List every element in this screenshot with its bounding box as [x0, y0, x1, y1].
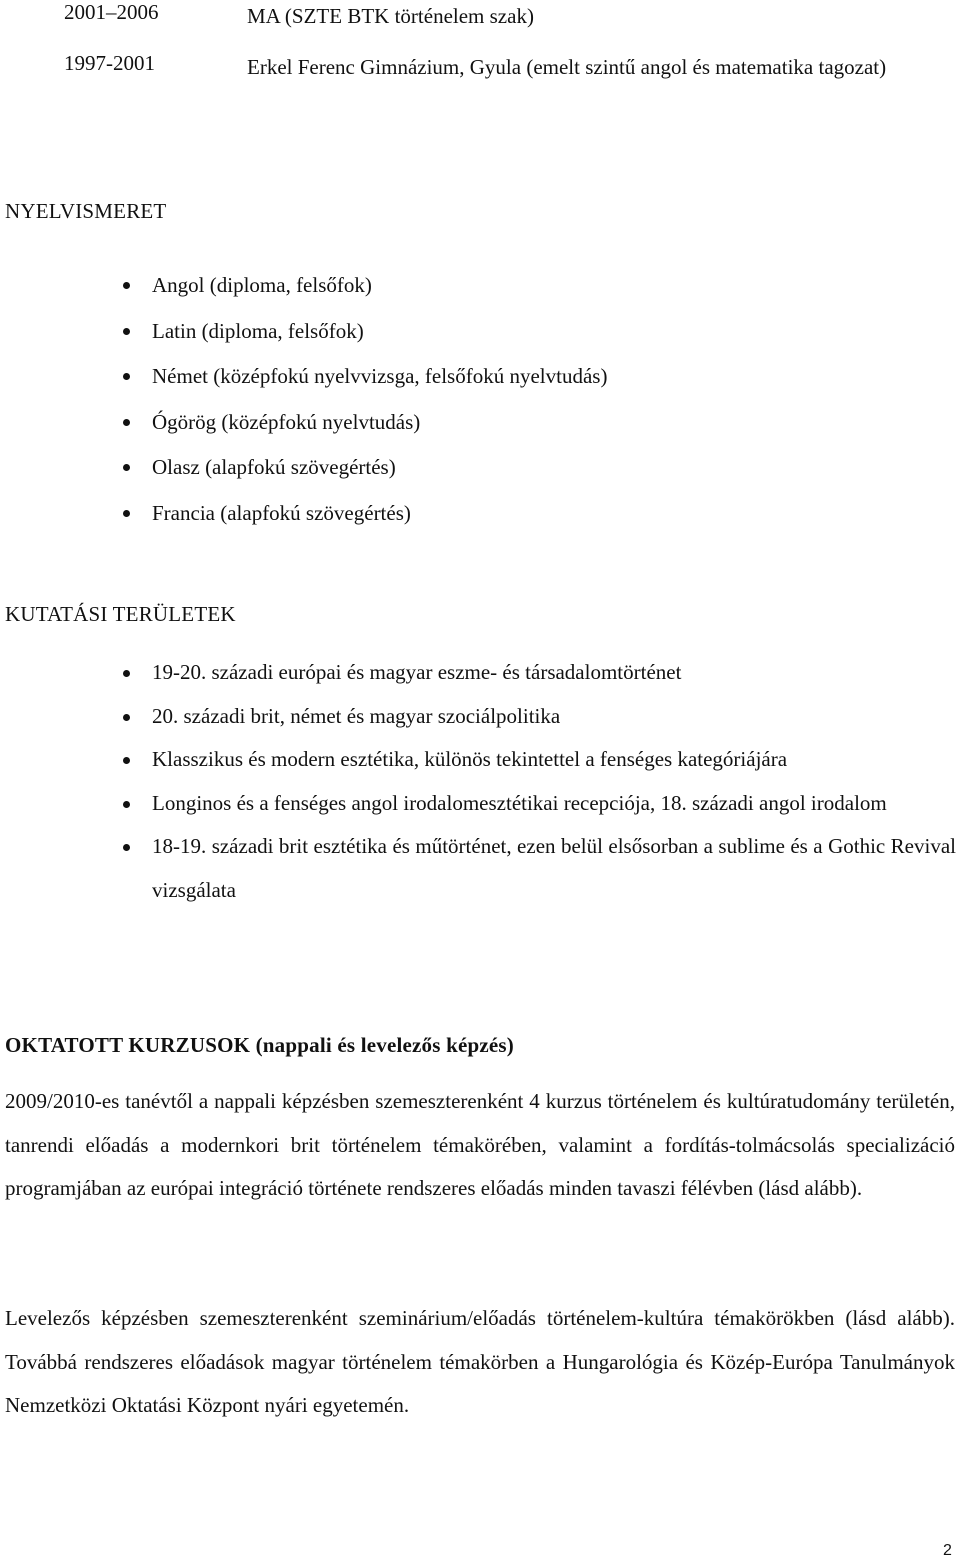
bullet-icon [123, 282, 130, 289]
list-item [0, 825, 960, 912]
bullet-icon [123, 801, 130, 808]
list-item-text: 20. századi brit, német és magyar szociálpolitika [152, 703, 561, 728]
list-item [0, 738, 960, 782]
list-item-text: Latin (diploma, felsőfok) [152, 318, 364, 343]
list-item-text: Német (középfokú nyelvvizsga, felsőfokú nyelvtudás) [152, 364, 608, 388]
research-list [0, 651, 960, 912]
bullet-icon [123, 419, 130, 426]
education-years: 2001–2006 [64, 0, 159, 24]
bullet-icon [123, 328, 130, 335]
bullet-icon [123, 844, 130, 851]
education-years: 1997-2001 [64, 51, 155, 75]
languages-heading: NYELVISMERET [5, 199, 167, 223]
list-item-text: Francia (alapfokú szövegértés) [152, 500, 411, 525]
list-item-text: Longinos és a fenséges angol irodalomesztétikai recepciója, 18. századi angol irodalom [152, 790, 887, 815]
bullet-icon [123, 714, 130, 721]
education-text: Erkel Ferenc Gimnázium, Gyula (emelt szintű angol és matematika tagozat) [247, 55, 887, 79]
list-item [0, 273, 960, 319]
list-item-text: 19-20. századi európai és magyar eszme- és társadalomtörténet [152, 660, 682, 684]
list-item-text: Ógörög (középfokú nyelvtudás) [152, 409, 421, 434]
courses-paragraph: 2009/2010-es tanévtől a nappali képzésben szemeszterenként 4 kurzus történelem és kultúratudomány területén, tanrendi előadás a modernkori brit történelem témakörében, valamint a fordítás-tolmácsolás specializáció programjában az európai integráció története rendszeres előadás minden tavaszi félévben (lásd alább). [5, 1089, 955, 1200]
list-item [0, 319, 960, 365]
list-item-text: 18-19. századi brit esztétika és műtörténet, ezen belül elsősorban a sublime és a Gothic Revival vizsgálata [152, 834, 956, 902]
page-number: 2 [943, 1542, 952, 1559]
bullet-icon [123, 757, 130, 764]
bullet-icon [123, 670, 130, 677]
list-item-text: Angol (diploma, felsőfok) [152, 273, 372, 297]
courses-heading: OKTATOTT KURZUSOK (nappali és levelezős képzés) [5, 1033, 514, 1057]
languages-list [0, 273, 960, 546]
courses-paragraph: Levelezős képzésben szemeszterenként szeminárium/előadás történelem-kultúra témakörökben (lásd alább). Továbbá rendszeres előadások magyar történelem témakörben a Hungarológia és Közép-Európa Tanulmányok Nemzetközi Oktatási Központ nyári egyetemén. [5, 1306, 955, 1417]
bullet-icon [123, 510, 130, 517]
list-item [0, 455, 960, 501]
list-item [0, 651, 960, 695]
bullet-icon [123, 373, 130, 380]
list-item [0, 410, 960, 456]
bullet-icon [123, 464, 130, 471]
list-item [0, 782, 960, 826]
list-item [0, 364, 960, 410]
list-item [0, 695, 960, 739]
list-item-text: Olasz (alapfokú szövegértés) [152, 455, 396, 479]
list-item [0, 501, 960, 547]
research-heading: KUTATÁSI TERÜLETEK [5, 602, 236, 626]
education-text: MA (SZTE BTK történelem szak) [247, 4, 534, 28]
list-item-text: Klasszikus és modern esztétika, különös tekintettel a fenséges kategóriájára [152, 747, 788, 771]
